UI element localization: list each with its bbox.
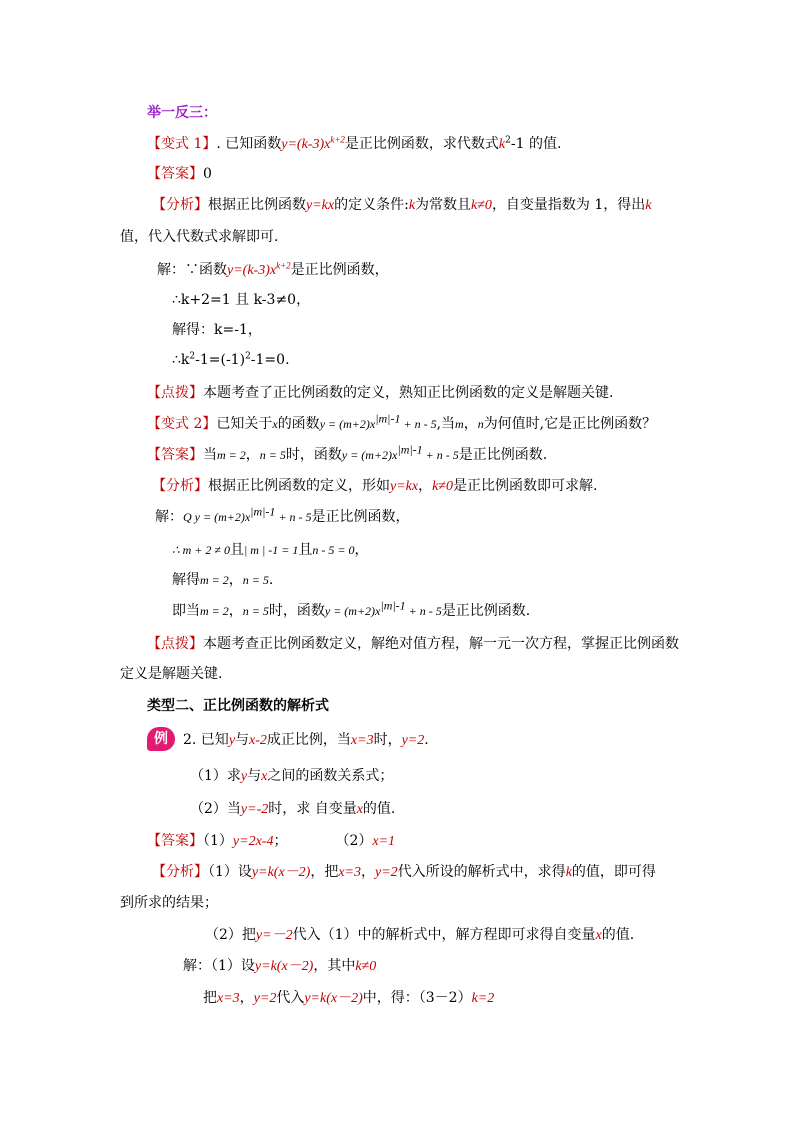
variant1-solution: [157, 260, 389, 281]
text: 是正比例函数，: [311, 509, 410, 525]
text: 时，: [373, 732, 402, 748]
example2-part2: [190, 799, 395, 820]
example2-solution: [183, 956, 376, 977]
math-expr: n = 5: [242, 573, 269, 587]
text: ，: [361, 864, 376, 880]
math-var: x: [261, 769, 268, 784]
text: 解：: [155, 509, 183, 525]
text: -1 的值.: [510, 136, 562, 152]
text: 的值.: [601, 927, 635, 943]
text: 根据正比例函数: [208, 197, 306, 213]
example2-analysis-part2: [205, 925, 634, 946]
text: 代入所设的解析式中，求得: [397, 864, 566, 880]
variant1-tip: [147, 383, 613, 403]
math-expr: Q y = (m+2)x: [183, 510, 251, 524]
variant1-question: 【变式 1】. 已知函数$y=(k-3)x^{k+2}$是正比例函数，求代数式$k^2-1$ 的值.: [147, 134, 562, 152]
analysis-label: 【分析】: [152, 864, 208, 880]
math-expr: x=3: [338, 865, 362, 880]
math-var: x: [595, 928, 602, 943]
math-expr: y=kx: [390, 479, 419, 494]
math-expr: m = 2: [200, 604, 229, 618]
text: 代入（1）中的解析式中，解方程即可求得自变量: [292, 927, 596, 943]
text: 解得: [172, 572, 200, 588]
text: .: [268, 572, 274, 588]
math-expr: + n - 5: [275, 510, 312, 524]
variant1-analysis: [152, 195, 652, 216]
text: 本题考查了正比例函数的定义，熟知正比例函数的定义是解题关键.: [203, 385, 614, 401]
math-expr: y=k(x－2): [251, 865, 311, 880]
example2-question: [183, 730, 429, 751]
text: ，: [228, 572, 243, 588]
analysis-label: 【分析】: [152, 197, 208, 213]
text: ，: [245, 447, 260, 463]
math-expr: x-2: [249, 733, 267, 748]
math-expr: y=2x-4: [232, 834, 274, 849]
text: 成正比例，当: [266, 732, 351, 748]
text: 的值，即可得: [571, 864, 656, 880]
answer-label: 【答案】: [147, 833, 203, 849]
text: （1）求: [190, 768, 241, 784]
variant2-label: 【变式 2】: [147, 416, 217, 432]
variant2-step1: [172, 540, 368, 560]
text: -1=(-1): [195, 352, 246, 368]
variant2-question: [147, 411, 657, 434]
example2-analysis: [152, 862, 656, 883]
variant1-answer: [147, 164, 212, 184]
answer-value: 0: [203, 166, 212, 182]
text: 时，求 自变量: [268, 801, 357, 817]
answer-label: 【答案】: [147, 166, 203, 182]
math-expr: y=-2: [240, 802, 269, 817]
text: （1）设: [208, 864, 252, 880]
variant2-tip-cont: 定义是解题关键.: [120, 666, 223, 682]
text: 把: [203, 990, 217, 1006]
math-exp: k+2: [330, 134, 345, 145]
text: 已知关于: [216, 416, 273, 432]
text: ，其中: [313, 958, 356, 974]
math-expr: y=kx: [306, 198, 335, 213]
text: ，把: [310, 864, 339, 880]
text: ；: [273, 833, 288, 849]
text: （2）当: [190, 801, 241, 817]
text: 解：∵函数: [157, 262, 227, 278]
math-var: y: [240, 769, 248, 784]
math-expr: n = 5: [259, 448, 286, 462]
math-expr: y = (m+2)x: [319, 417, 376, 431]
section-heading-type2: 类型二、正比例函数的解析式: [147, 698, 329, 714]
text: 本题考查正比例函数定义，解绝对值方程，解一元一次方程，掌握正比例函数: [203, 636, 679, 652]
math-expr: k≠0: [432, 479, 453, 494]
math-expr: k=2: [471, 991, 495, 1006]
math-var: k: [565, 865, 572, 880]
text: 当: [203, 447, 217, 463]
math-expr: y=k(x－2): [304, 991, 363, 1006]
math-expr: y=2: [375, 865, 398, 880]
text: ,当: [436, 416, 456, 432]
math-expr: x=3: [217, 991, 240, 1006]
math-var: k: [498, 137, 506, 152]
variant1-step1: ∴k+2=1 且 k-3≠0，: [172, 292, 311, 308]
math-expr: y=(k-3)x: [281, 137, 331, 152]
math-expr: + n - 5: [405, 604, 442, 618]
math-expr: ∴ m + 2 ≠ 0: [172, 543, 230, 557]
math-var: k: [645, 198, 652, 213]
analysis-label: 【分析】: [152, 478, 208, 494]
text: ，: [228, 603, 243, 619]
math-var: y: [228, 733, 236, 748]
text: 是正比例函数.: [441, 603, 531, 619]
text: 是正比例函数，: [290, 262, 389, 278]
math-expr: | m | -1 = 1: [243, 543, 299, 557]
text: （2）: [335, 833, 373, 849]
text: 且: [298, 542, 313, 558]
text: 是正比例函数即可求解.: [453, 478, 598, 494]
math-expr: y=k(x－2): [254, 959, 314, 974]
variant2-answer: [147, 442, 548, 465]
math-exp: k+2: [276, 260, 291, 271]
math-expr: n - 5 = 0: [312, 543, 355, 557]
example2-answer: [147, 831, 395, 852]
math-expr: y=2: [253, 991, 277, 1006]
answer-label: 【答案】: [147, 447, 203, 463]
text: 即当: [172, 603, 200, 619]
tip-label: 【点拨】: [147, 636, 203, 652]
text: （2）把: [205, 927, 256, 943]
variant1-label: 【变式 1】: [147, 136, 217, 152]
text: ∴k: [172, 352, 190, 368]
math-expr: y = (m+2)x: [341, 448, 398, 462]
example2-part1: [190, 766, 393, 787]
text: -1=0.: [250, 352, 290, 368]
math-var: n: [477, 417, 484, 431]
text: 为何值时,它是正比例函数？: [483, 416, 657, 432]
math-expr: x=3: [350, 733, 374, 748]
math-expr: y=－2: [255, 928, 293, 943]
text: 是正比例函数，求代数式: [344, 136, 499, 152]
tip-label: 【点拨】: [147, 385, 203, 401]
math-exp: |m|-1: [375, 411, 401, 426]
text: 的值.: [362, 801, 396, 817]
math-expr: k≠0: [355, 959, 377, 974]
text: 与: [235, 732, 250, 748]
variant1-step3: $\therefore k^2-1=(-1)^2-1=0$.: [172, 351, 290, 368]
text: 时，函数: [285, 447, 342, 463]
math-expr: x=1: [372, 834, 396, 849]
text: 代入: [276, 990, 305, 1006]
math-expr: n = 5: [242, 604, 269, 618]
text: 中，得：（3－2）: [362, 990, 472, 1006]
text: 解：（1）设: [183, 958, 255, 974]
math-var: x: [272, 417, 278, 431]
math-var: m: [455, 417, 464, 431]
text: 的定义条件:: [334, 197, 409, 213]
math-exp: |m|-1: [397, 442, 423, 457]
text: 2. 已知: [183, 732, 229, 748]
text: 的函数: [277, 416, 320, 432]
example2-solution-step: [203, 988, 494, 1009]
text: ，自变量指数为 1，得出: [491, 197, 646, 213]
text: （1）: [203, 833, 233, 849]
math-exp: |m|-1: [250, 504, 276, 519]
text: ，: [463, 416, 478, 432]
math-expr: m = 2: [200, 573, 229, 587]
variant2-tip: [147, 634, 679, 654]
math-expr: + n - 5: [400, 417, 437, 431]
variant2-solution: [155, 504, 410, 527]
text: ，: [418, 478, 433, 494]
text: 为常数且: [415, 197, 472, 213]
variant2-step2: [172, 570, 273, 590]
text: 根据正比例函数的定义，形如: [208, 478, 390, 494]
text: ，: [239, 990, 254, 1006]
variant1-analysis-cont: 值，代入代数式求解即可.: [120, 229, 279, 245]
math-expr: y=(k-3)x: [227, 263, 277, 278]
math-expr: m = 2: [217, 448, 246, 462]
text: 是正比例函数.: [458, 447, 548, 463]
math-var: x: [356, 802, 363, 817]
text: 之间的函数关系式；: [267, 768, 394, 784]
variant2-step3: [172, 598, 531, 621]
example2-analysis-cont: 到所求的结果；: [120, 895, 218, 911]
variant2-analysis: [152, 476, 597, 497]
math-expr: k≠0: [471, 198, 492, 213]
variant1-step2: 解得：k=-1，: [172, 322, 262, 338]
text: .: [424, 732, 429, 748]
text: 且: [229, 542, 244, 558]
math-exp: |m|-1: [380, 598, 406, 613]
math-var: k: [408, 198, 416, 213]
text: ，: [354, 542, 369, 558]
math-expr: y=2: [401, 733, 425, 748]
math-expr: y = (m+2)x: [324, 604, 381, 618]
section-heading-lift: 举一反三：: [147, 105, 217, 121]
text: 时，函数: [268, 603, 325, 619]
text: 与: [247, 768, 262, 784]
text: . 已知函数: [216, 136, 282, 152]
math-expr: + n - 5: [422, 448, 459, 462]
example-badge: 例: [147, 727, 175, 751]
